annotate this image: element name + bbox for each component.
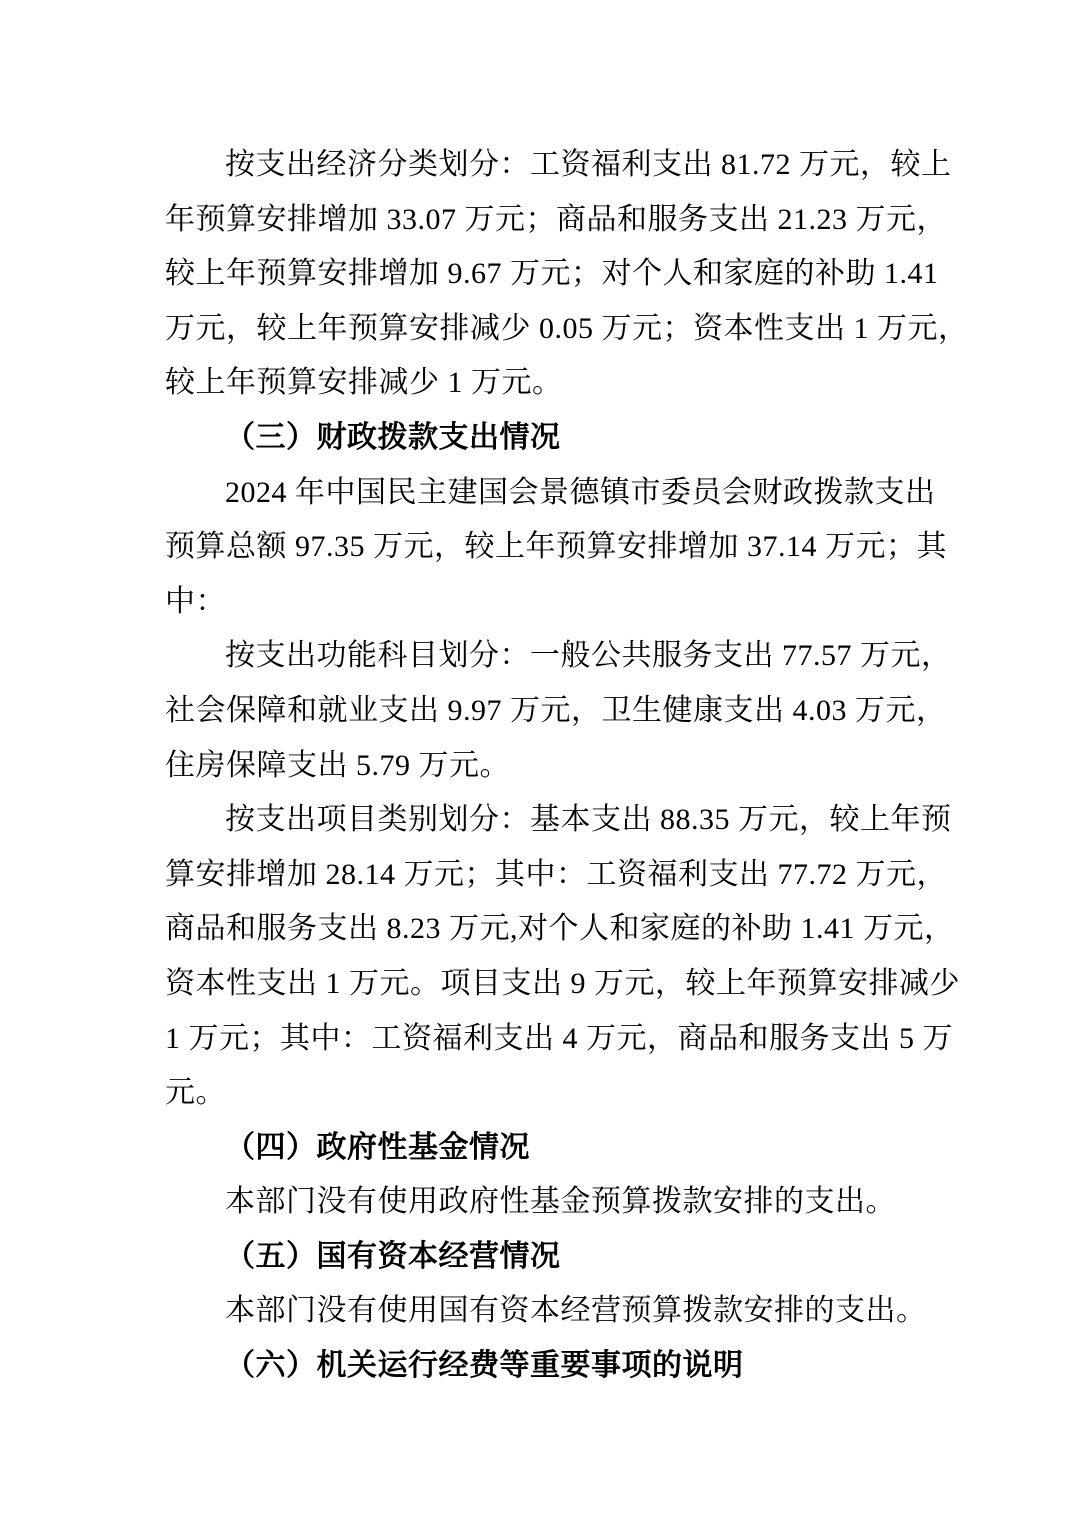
section-heading xyxy=(165,1121,911,1176)
heading-line: （四）政府性基金情况 xyxy=(225,1130,530,1164)
section-heading xyxy=(165,411,911,466)
section-heading xyxy=(165,1339,911,1394)
heading-line: （五）国有资本经营情况 xyxy=(225,1239,561,1273)
text-line: 算安排增加 28.14 万元；其中：工资福利支出 77.72 万元， xyxy=(165,857,947,891)
text-line: 按支出经济分类划分：工资福利支出 81.72 万元，较上 xyxy=(225,148,952,181)
paragraph xyxy=(165,138,969,411)
text-line: 商品和服务支出 8.23 万元,对个人和家庭的补助 1.41 万元， xyxy=(165,912,955,946)
section-heading xyxy=(165,1230,911,1285)
text-line: 预算总额 97.35 万元，较上年预算安排增加 37.14 万元；其 xyxy=(165,530,947,564)
paragraph xyxy=(165,1284,927,1339)
paragraph xyxy=(165,466,947,630)
text-line: 2024 年中国民主建国会景德镇市委员会财政拨款支出 xyxy=(225,475,936,509)
text-line: 1 万元；其中：工资福利支出 4 万元，商品和服务支出 5 万 xyxy=(165,1021,953,1055)
text-line: 资本性支出 1 万元。项目支出 9 万元，较上年预算安排减少 xyxy=(165,966,960,1000)
text-line: 元。 xyxy=(165,1076,226,1110)
paragraph xyxy=(165,1175,911,1230)
text-line: 万元，较上年预算安排减少 0.05 万元；资本性支出 1 万元， xyxy=(165,311,969,345)
paragraph xyxy=(165,629,952,793)
text-line: 住房保障支出 5.79 万元。 xyxy=(165,748,510,782)
text-line: 中： xyxy=(165,584,226,618)
heading-line: （三）财政拨款支出情况 xyxy=(225,420,561,454)
paragraph xyxy=(165,793,960,1121)
text-line: 本部门没有使用国有资本经营预算拨款安排的支出。 xyxy=(225,1294,927,1328)
text-line: 按支出功能科目划分：一般公共服务支出 77.57 万元， xyxy=(225,639,952,673)
text-line: 较上年预算安排减少 1 万元。 xyxy=(165,366,563,400)
text-line: 社会保障和就业支出 9.97 万元，卫生健康支出 4.03 万元， xyxy=(165,693,947,727)
text-line: 年预算安排增加 33.07 万元；商品和服务支出 21.23 万元， xyxy=(165,202,947,236)
text-line: 按支出项目类别划分：基本支出 88.35 万元，较上年预 xyxy=(225,803,952,837)
heading-line: （六）机关运行经费等重要事项的说明 xyxy=(225,1349,744,1383)
text-line: 较上年预算安排增加 9.67 万元；对个人和家庭的补助 1.41 xyxy=(165,257,939,291)
text-line: 本部门没有使用政府性基金预算拨款安排的支出。 xyxy=(225,1185,896,1219)
